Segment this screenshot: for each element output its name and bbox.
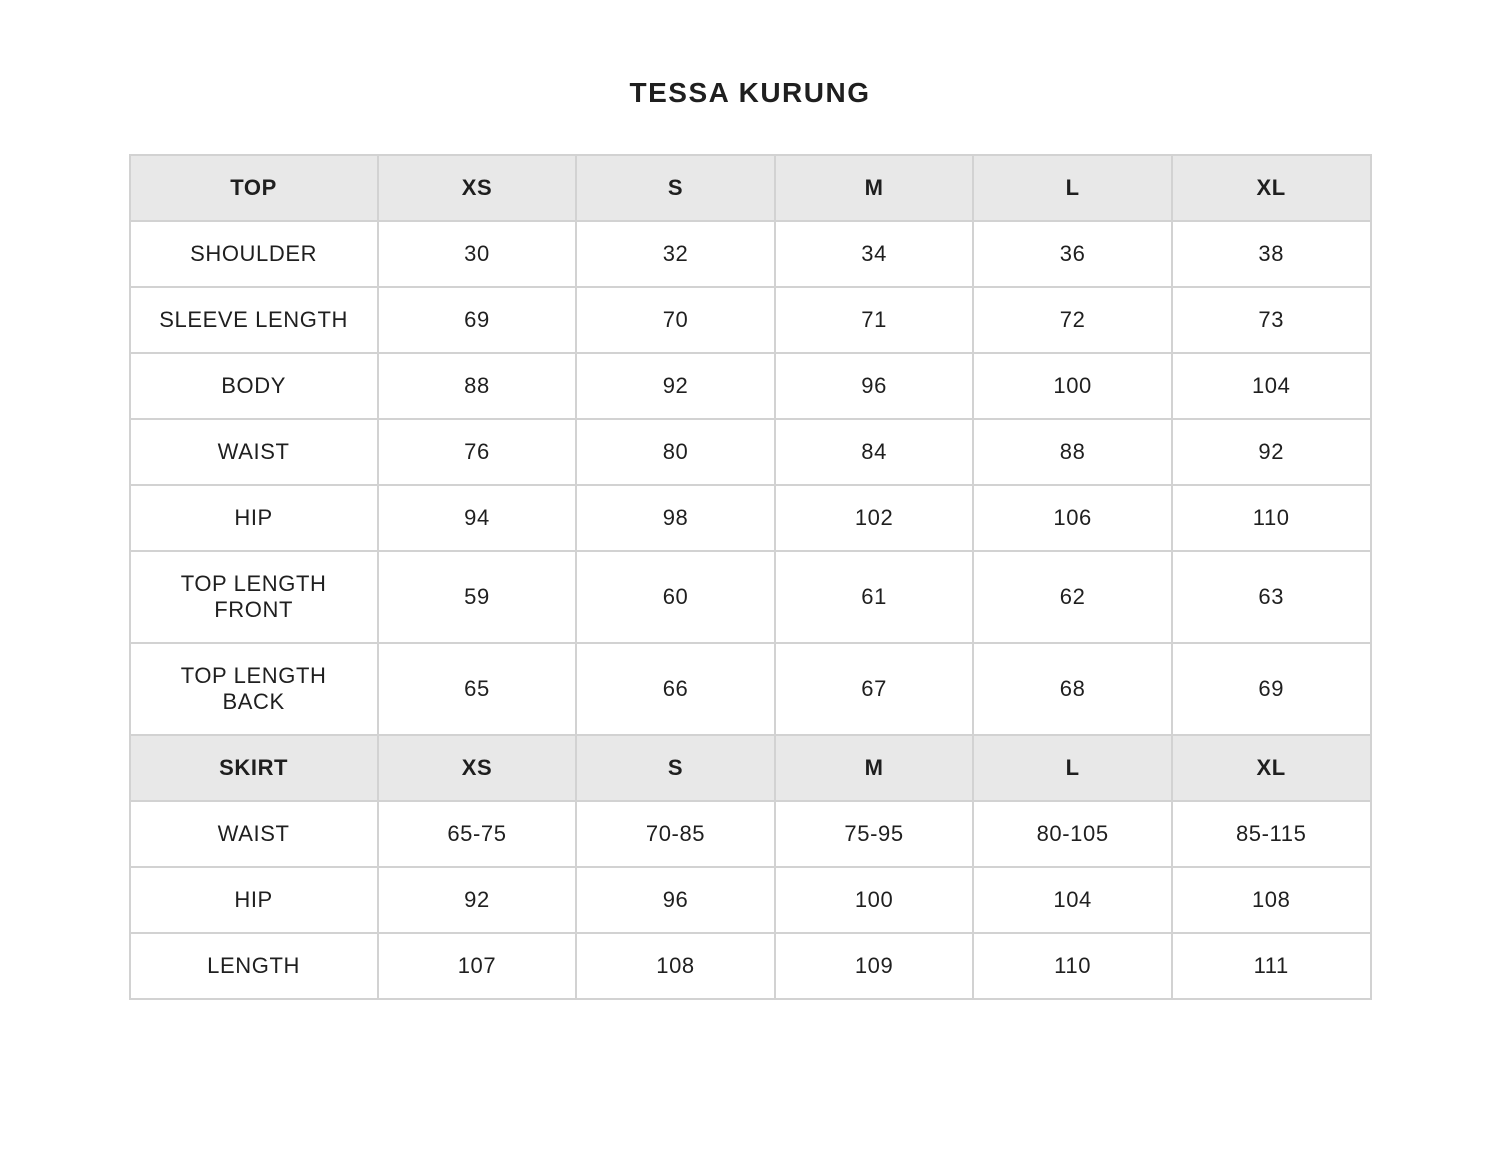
value-cell: 80-105 xyxy=(973,801,1172,867)
section-title-cell: TOP xyxy=(130,155,378,221)
value-cell: 63 xyxy=(1172,551,1371,643)
size-column-header: M xyxy=(775,155,974,221)
value-cell: 65-75 xyxy=(378,801,577,867)
measurement-row xyxy=(130,801,1371,867)
value-cell: 96 xyxy=(576,867,775,933)
row-label: HIP xyxy=(130,485,378,551)
measurement-row xyxy=(130,485,1371,551)
size-column-header: M xyxy=(775,735,974,801)
row-label: SLEEVE LENGTH xyxy=(130,287,378,353)
value-cell: 69 xyxy=(378,287,577,353)
section-header-row-top xyxy=(130,155,1371,221)
value-cell: 107 xyxy=(378,933,577,999)
size-column-header: S xyxy=(576,155,775,221)
value-cell: 92 xyxy=(1172,419,1371,485)
value-cell: 96 xyxy=(775,353,974,419)
value-cell: 38 xyxy=(1172,221,1371,287)
row-label: SHOULDER xyxy=(130,221,378,287)
value-cell: 102 xyxy=(775,485,974,551)
row-label: WAIST xyxy=(130,801,378,867)
value-cell: 88 xyxy=(378,353,577,419)
value-cell: 34 xyxy=(775,221,974,287)
value-cell: 88 xyxy=(973,419,1172,485)
value-cell: 100 xyxy=(973,353,1172,419)
value-cell: 61 xyxy=(775,551,974,643)
size-chart-table xyxy=(129,154,1372,1000)
size-column-header: S xyxy=(576,735,775,801)
measurement-row xyxy=(130,933,1371,999)
size-chart-body xyxy=(130,155,1371,999)
measurement-row xyxy=(130,643,1371,735)
value-cell: 92 xyxy=(576,353,775,419)
value-cell: 104 xyxy=(1172,353,1371,419)
value-cell: 70 xyxy=(576,287,775,353)
row-label: TOP LENGTH BACK xyxy=(130,643,378,735)
value-cell: 30 xyxy=(378,221,577,287)
size-column-header: L xyxy=(973,155,1172,221)
page-title: TESSA KURUNG xyxy=(629,77,871,108)
value-cell: 108 xyxy=(576,933,775,999)
value-cell: 67 xyxy=(775,643,974,735)
value-cell: 62 xyxy=(973,551,1172,643)
value-cell: 108 xyxy=(1172,867,1371,933)
row-label: HIP xyxy=(130,867,378,933)
value-cell: 73 xyxy=(1172,287,1371,353)
measurement-row xyxy=(130,287,1371,353)
size-column-header: XL xyxy=(1172,155,1371,221)
value-cell: 66 xyxy=(576,643,775,735)
value-cell: 92 xyxy=(378,867,577,933)
value-cell: 75-95 xyxy=(775,801,974,867)
value-cell: 85-115 xyxy=(1172,801,1371,867)
row-label: TOP LENGTH FRONT xyxy=(130,551,378,643)
measurement-row xyxy=(130,419,1371,485)
value-cell: 65 xyxy=(378,643,577,735)
row-label: WAIST xyxy=(130,419,378,485)
measurement-row xyxy=(130,353,1371,419)
value-cell: 69 xyxy=(1172,643,1371,735)
size-column-header: XL xyxy=(1172,735,1371,801)
value-cell: 110 xyxy=(1172,485,1371,551)
size-column-header: L xyxy=(973,735,1172,801)
measurement-row xyxy=(130,867,1371,933)
section-header-row-skirt xyxy=(130,735,1371,801)
value-cell: 94 xyxy=(378,485,577,551)
value-cell: 72 xyxy=(973,287,1172,353)
value-cell: 100 xyxy=(775,867,974,933)
value-cell: 60 xyxy=(576,551,775,643)
value-cell: 111 xyxy=(1172,933,1371,999)
value-cell: 80 xyxy=(576,419,775,485)
section-title-cell: SKIRT xyxy=(130,735,378,801)
measurement-row xyxy=(130,551,1371,643)
value-cell: 98 xyxy=(576,485,775,551)
value-cell: 59 xyxy=(378,551,577,643)
value-cell: 70-85 xyxy=(576,801,775,867)
value-cell: 106 xyxy=(973,485,1172,551)
value-cell: 71 xyxy=(775,287,974,353)
value-cell: 109 xyxy=(775,933,974,999)
value-cell: 84 xyxy=(775,419,974,485)
value-cell: 36 xyxy=(973,221,1172,287)
value-cell: 68 xyxy=(973,643,1172,735)
row-label: LENGTH xyxy=(130,933,378,999)
size-column-header: XS xyxy=(378,735,577,801)
row-label: BODY xyxy=(130,353,378,419)
size-column-header: XS xyxy=(378,155,577,221)
measurement-row xyxy=(130,221,1371,287)
value-cell: 32 xyxy=(576,221,775,287)
value-cell: 110 xyxy=(973,933,1172,999)
value-cell: 104 xyxy=(973,867,1172,933)
value-cell: 76 xyxy=(378,419,577,485)
